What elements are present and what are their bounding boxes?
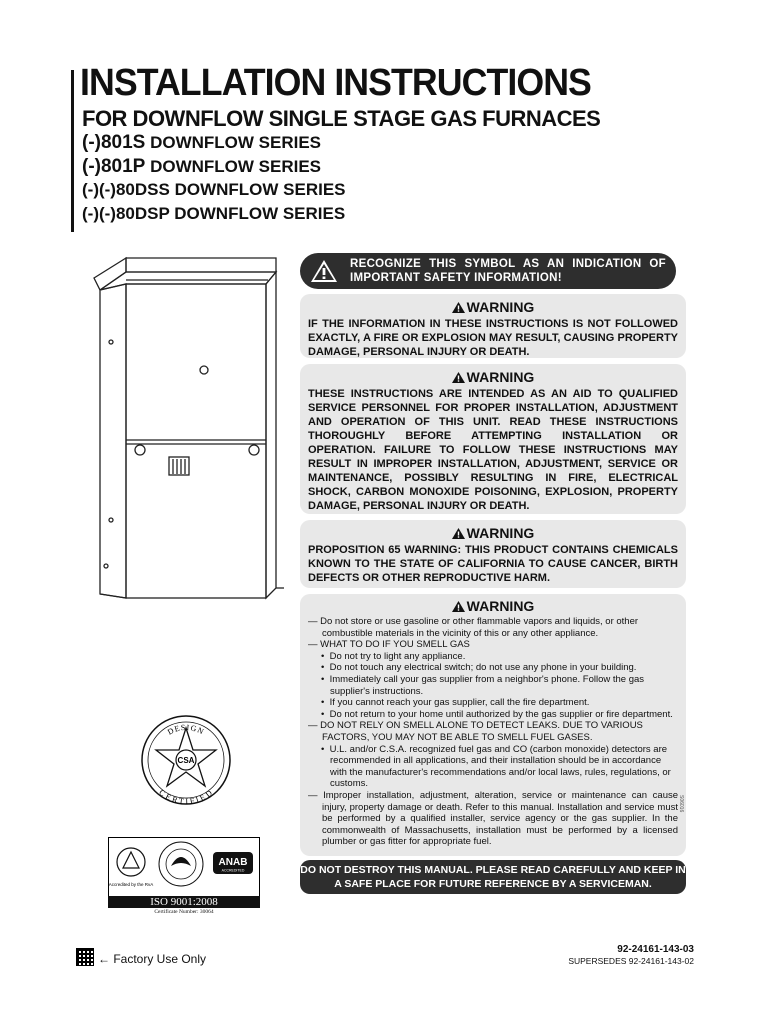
anab-subtext: ACCREDITED xyxy=(221,868,245,873)
warning-heading: WARNING xyxy=(308,369,678,385)
warning-text: THESE INSTRUCTIONS ARE INTENDED AS AN AID TO QUALIFIED SERVICE PERSONNEL FOR PROPER INSTALLATION, ADJUSTMENT AND OPERATION OF THIS UNIT. READ THESE INSTRUCTIONS THOROUGHLY BEFORE ATTEMPTING INSTALLATION OR OPERATION. FAILURE TO FOLLOW THESE INSTRUCTIONS MAY RESULT IN IMPROPER INSTALLATION, ADJUSTMENT, SERVICE OR MAINTENANCE, POSSIBLY RESULTING IN FIRE, ELECTRICAL SHOCK, CARBON MONOXIDE POISONING, EXPLOSION, PROPERTY DAMAGE, PERSONAL INJURY OR DEATH. xyxy=(308,388,678,512)
list-item: • If you cannot reach your gas supplier, call the fire department. xyxy=(321,697,590,709)
safety-symbol-text: RECOGNIZE THIS SYMBOL AS AN INDICATION OF IMPORTANT SAFETY INFORMATION! xyxy=(350,258,666,284)
svg-text:CERTIFIED xyxy=(157,788,214,806)
title-rule xyxy=(71,70,74,232)
series-line: (-)(-)80DSS DOWNFLOW SERIES xyxy=(82,180,346,199)
seal-bottom-text: CERTIFIED xyxy=(157,787,215,806)
iso-badge: ISO 9001:2008 xyxy=(108,896,260,908)
warning-heading: WARNING xyxy=(308,299,678,315)
series-line: (-)801P DOWNFLOW SERIES xyxy=(82,156,322,177)
warning-heading: WARNING xyxy=(308,525,678,541)
keep-manual-banner: DO NOT DESTROY THIS MANUAL. PLEASE READ CAREFULLY AND KEEP IN A SAFE PLACE FOR FUTURE REFERENCE BY A SERVICEMAN. xyxy=(300,860,686,894)
list-item: — Do not store or use gasoline or other flammable vapors and liquids, or other combustible materials in the vicinity of this or any other appliance. xyxy=(308,616,639,639)
safety-symbol-banner xyxy=(300,253,676,289)
list-item: — WHAT TO DO IF YOU SMELL GAS xyxy=(308,639,470,651)
page-subtitle: FOR DOWNFLOW SINGLE STAGE GAS FURNACES xyxy=(82,106,601,131)
list-item: • Do not touch any electrical switch; do not use any phone in your building. xyxy=(321,662,637,674)
warning-triangle-icon xyxy=(452,302,465,313)
warning-triangle-icon xyxy=(310,259,338,283)
warning-box xyxy=(300,364,686,514)
warning-text: IF THE INFORMATION IN THESE INSTRUCTIONS IS NOT FOLLOWED EXACTLY, A FIRE OR EXPLOSION MAY RESULT, CAUSING PROPERTY DAMAGE, PERSONAL INJURY OR DEATH. xyxy=(308,318,678,358)
list-item: • Do not return to your home until authorized by the gas supplier or fire department. xyxy=(321,708,673,720)
list-item: • Do not try to light any appliance. xyxy=(321,650,466,662)
supersedes-number: SUPERSEDES 92-24161-143-02 xyxy=(568,956,694,966)
warning-heading: WARNING xyxy=(308,598,678,614)
list-item: — Improper installation, adjustment, alteration, service or maintenance can cause injury, property damage or death. Refer to this manual. Installation and service must be performed by a qualified installer, service agency or the gas supplier. In the commonwealth of Massachusetts, installation must be performed by a licensed plumber or gas fitter for appropriate fuel. xyxy=(308,789,679,848)
warning-triangle-icon xyxy=(452,601,465,612)
list-item: • U.L. and/or C.S.A. recognized fuel gas and CO (carbon monoxide) detectors are recommended in all applications, and their installation should be in accordance with the manufacturer's recommendations and/or local laws, rules, regulations, or customs. xyxy=(321,743,671,790)
series-line: (-)801S DOWNFLOW SERIES xyxy=(82,132,322,153)
warning-triangle-icon xyxy=(452,372,465,383)
design-certified-seal xyxy=(140,714,232,806)
list-item: • Immediately call your gas supplier from a neighbor's phone. Follow the gas supplier's instructions. xyxy=(321,673,645,697)
anab-text: ANAB xyxy=(218,857,248,868)
gas-warning-box xyxy=(300,594,686,856)
seal-top-text: DESIGN xyxy=(166,722,206,737)
certification-marks xyxy=(109,838,259,896)
furnace-illustration xyxy=(86,250,286,610)
certificate-number: Certificate Number: 30064 xyxy=(154,909,214,915)
accredited-text: Accredited by the RvA xyxy=(109,882,154,887)
warning-box xyxy=(300,520,686,588)
factory-use-label: ← Factory Use Only xyxy=(76,948,206,966)
warning-triangle-icon xyxy=(452,528,465,539)
warning-text: PROPOSITION 65 WARNING: THIS PRODUCT CONTAINS CHEMICALS KNOWN TO THE STATE OF CALIFORNIA TO CAUSE CANCER, BIRTH DEFECTS OR OTHER REPRODUCTIVE HARM. xyxy=(308,544,678,584)
series-line: (-)(-)80DSP DOWNFLOW SERIES xyxy=(82,204,346,223)
seal-center-text: CSA xyxy=(177,756,195,765)
warning-box xyxy=(300,294,686,358)
page-title: INSTALLATION INSTRUCTIONS xyxy=(80,62,591,104)
gas-warning-list xyxy=(308,616,678,848)
list-item: — DO NOT RELY ON SMELL ALONE TO DETECT LEAKS. DUE TO VARIOUS FACTORS, YOU MAY NOT BE ABLE TO SMELL FUEL GASES. xyxy=(308,720,643,743)
side-code: S06016 xyxy=(678,794,684,812)
qr-code-icon xyxy=(76,948,94,966)
part-number: 92-24161-143-03 xyxy=(617,944,694,955)
